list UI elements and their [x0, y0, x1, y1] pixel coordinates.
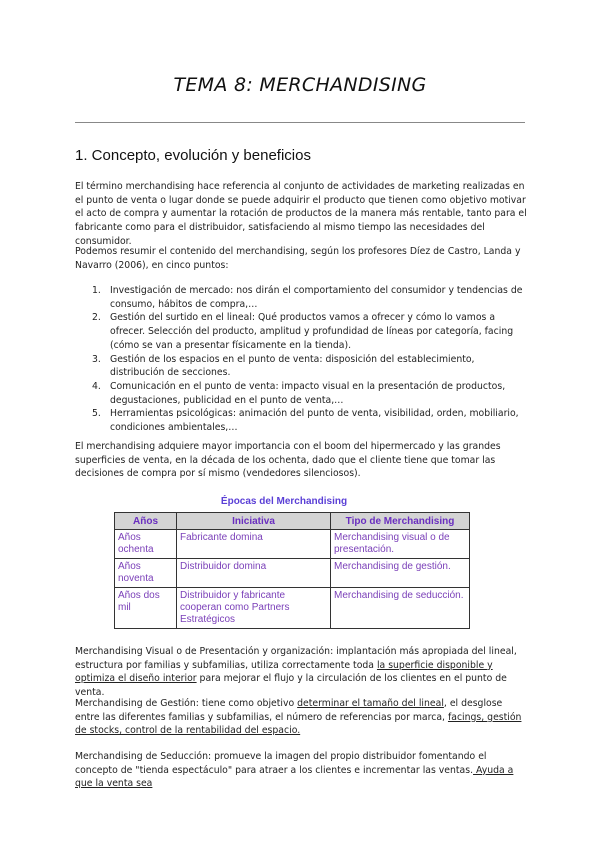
list-text: Herramientas psicológicas: animación del punto de venta, visibilidad, orden, mobiliario, condiciones ambientales,… [110, 408, 519, 434]
table-cell: Merchandising de gestión. [331, 559, 470, 588]
list-number: 5. [92, 408, 101, 420]
list-item [75, 284, 527, 311]
list-text: Investigación de mercado: nos dirán el comportamiento del consumidor y tendencias de consumo, hábitos de compra,… [110, 285, 523, 310]
column-header: Tipo de Merchandising [331, 513, 470, 530]
paragraph-visual-merchandising [75, 645, 527, 700]
merchandising-eras-table [114, 512, 470, 629]
underlined-text: facings, gestión de stocks, control de la rentabilidad del espacio. [75, 711, 522, 737]
table-row [115, 588, 470, 629]
table-header-row [115, 513, 470, 530]
list-item [75, 353, 527, 380]
text-run: Merchandising Visual o de Presentación y organización: implantación más apropiada del lineal, estructura por familias y subfamilias, utiliza correctamente toda [75, 646, 517, 671]
table-caption: Épocas del Merchandising [220, 496, 348, 507]
table-cell: Merchandising visual o de presentación. [331, 530, 470, 559]
list-text: Comunicación en el punto de venta: impacto visual en la presentación de productos, degustaciones, publicidad en el punto de venta,… [110, 380, 506, 406]
table-cell: Distribuidor domina [177, 559, 331, 588]
table-cell: Distribuidor y fabricante cooperan como Partners Estratégicos [177, 588, 331, 629]
text-run: Merchandising de Gestión: tiene como objetivo [75, 698, 298, 709]
table-row [115, 530, 470, 559]
list-item [75, 407, 527, 434]
list-number: 4. [92, 380, 101, 392]
title-divider [75, 122, 525, 123]
five-points-list [75, 284, 527, 435]
text-run: , el desglose entre las diferentes familias y subfamilias, el número de referencias por marca, [75, 698, 503, 723]
list-number: 2. [92, 312, 101, 324]
list-text: Gestión del surtido en el lineal: Qué productos vamos a ofrecer y cómo lo vamos a ofrecer. Selección del producto, amplitud y profundidad de líneas por categoría, facing (cómo se van a presentar físicamente en la tienda). [110, 312, 514, 351]
column-header: Años [115, 513, 177, 530]
paragraph-management-merchandising [75, 697, 527, 738]
table-cell: Años noventa [115, 559, 177, 588]
underlined-text: determinar el tamaño del lineal [297, 698, 444, 709]
table-cell: Años dos mil [115, 588, 177, 629]
table-cell: Años ochenta [115, 530, 177, 559]
paragraph-seduction-merchandising [75, 750, 527, 791]
text-run: para mejorar el flujo y la circulación de los clientes en el punto de venta. [75, 673, 507, 699]
column-header: Iniciativa [177, 513, 331, 530]
list-text: Gestión de los espacios en el punto de venta: disposición del establecimiento, distribución de secciones. [110, 353, 475, 379]
underlined-text: la superficie disponible y optimiza el diseño interior [75, 659, 493, 685]
table-row [115, 559, 470, 588]
list-item [75, 311, 527, 352]
paragraph-summary-intro: Podemos resumir el contenido del merchandising, según los profesores Díez de Castro, Landa y Navarro (2006), en cinco puntos: [75, 246, 521, 271]
list-number: 1. [92, 285, 101, 296]
paragraph-hypermarket: El merchandising adquiere mayor importancia con el boom del hipermercado y las grandes superficies de venta, en la década de los ochenta, dado que el cliente tiene que tomar las decisiones de compra por sí mismo (vendedores silenciosos). [75, 441, 501, 480]
list-item [75, 380, 527, 407]
table-cell: Merchandising de seducción. [331, 588, 470, 629]
list-number: 3. [92, 353, 101, 365]
document-title: TEMA 8: MERCHANDISING [173, 74, 427, 96]
paragraph-definition: El término merchandising hace referencia al conjunto de actividades de marketing realizadas en el punto de venta o lugar donde se puede adquirir el producto que tienen como objetivo motivar el acto de compra y aumentar la rotación de productos de la manera más rentable, tanto para el fabricante como para el distribuidor, satisfaciendo al mismo tiempo las necesidades del consumidor. [75, 181, 527, 247]
table-cell: Fabricante domina [177, 530, 331, 559]
text-run: Merchandising de Seducción: promueve la imagen del propio distribuidor fomentando el concepto de "tienda espectáculo" para atraer a los clientes e incrementar las ventas. [75, 751, 487, 776]
underlined-text: Ayuda a que la venta sea [75, 764, 514, 790]
section-heading: 1. Concepto, evolución y beneficios [75, 147, 311, 164]
